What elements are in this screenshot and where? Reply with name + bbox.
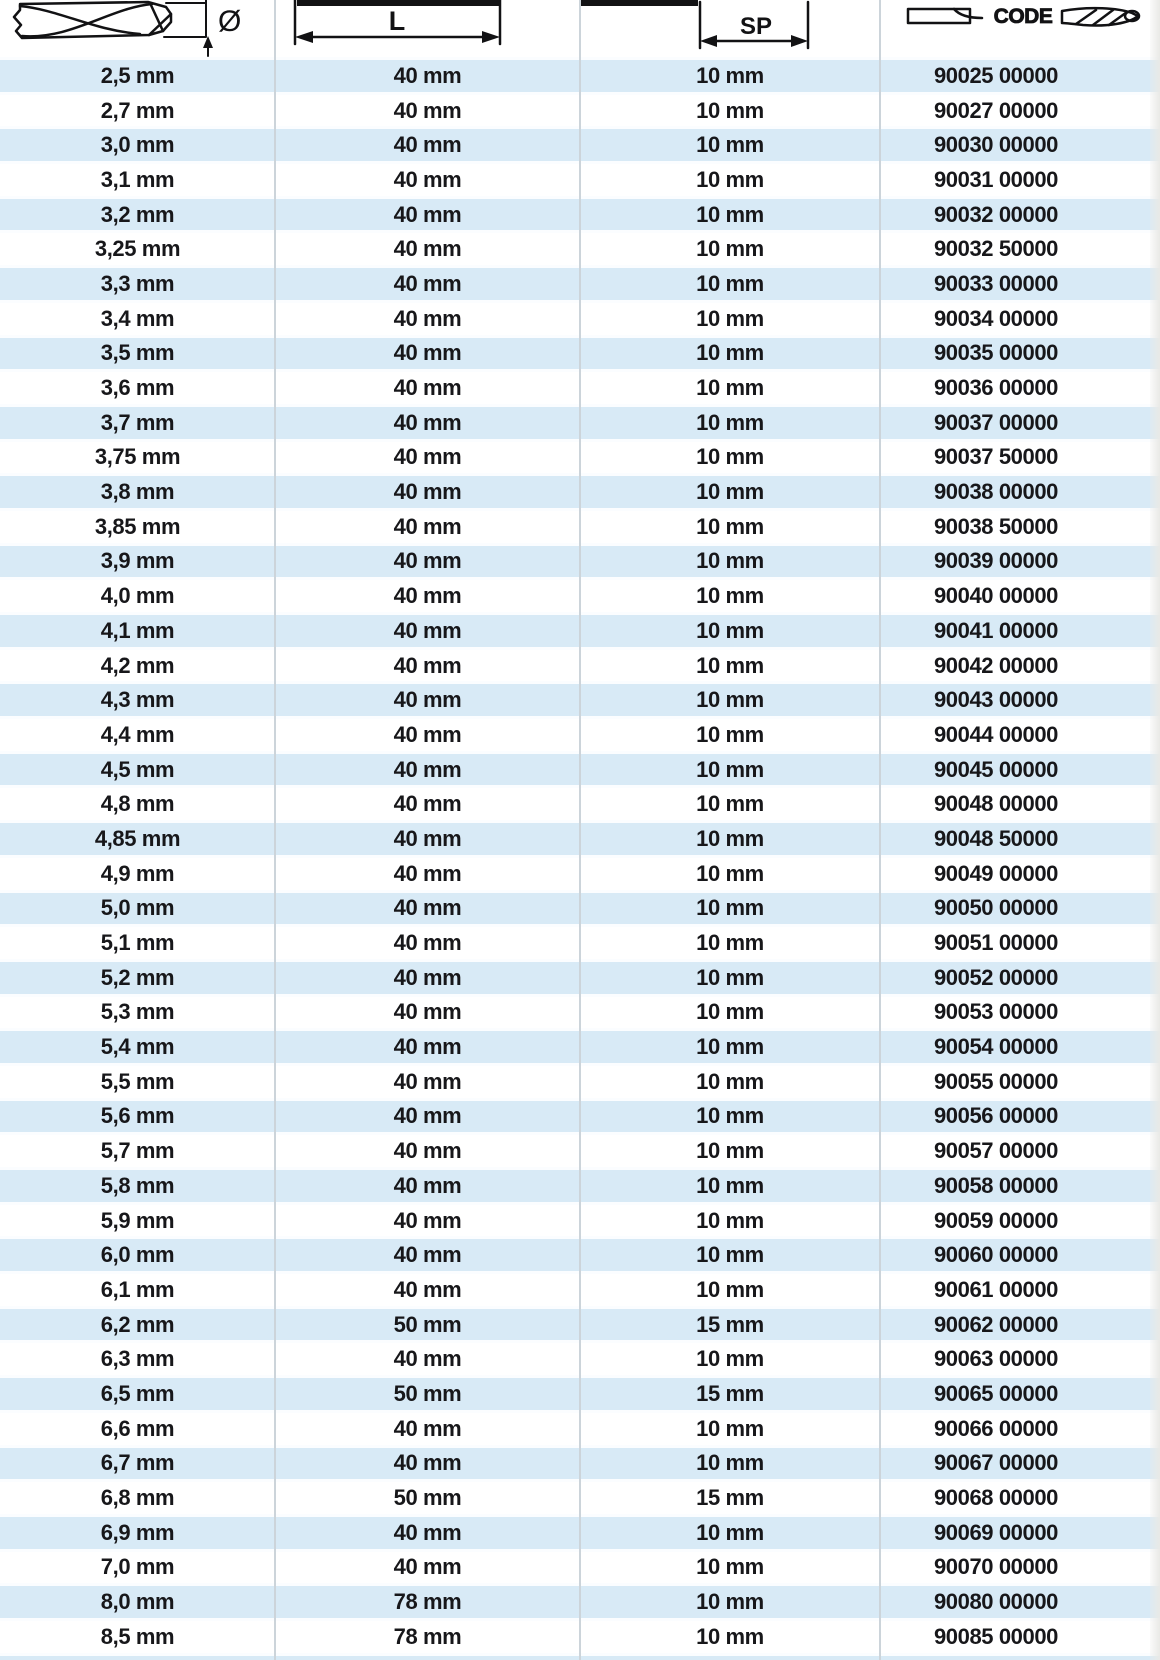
diameter-cell: 2,7 mm bbox=[100, 97, 175, 123]
diameter-cell: 6,7 mm bbox=[100, 1450, 175, 1476]
code-cell: 90053 00000 bbox=[933, 999, 1059, 1025]
diameter-cell: 5,7 mm bbox=[100, 1138, 175, 1164]
spiral-cell: 10 mm bbox=[696, 1103, 764, 1129]
length-cell: 40 mm bbox=[393, 825, 462, 851]
diameter-cell: 3,1 mm bbox=[100, 166, 175, 192]
spiral-cell: 10 mm bbox=[696, 1589, 764, 1615]
code-cell: 90038 00000 bbox=[933, 479, 1059, 505]
code-cell: 90080 00000 bbox=[933, 1589, 1059, 1615]
length-cell: 40 mm bbox=[393, 375, 462, 401]
diameter-cell: 3,8 mm bbox=[100, 479, 175, 505]
code-cell: 90070 00000 bbox=[933, 1554, 1059, 1580]
spiral-cell: 10 mm bbox=[696, 687, 764, 713]
code-cell: 90050 00000 bbox=[933, 895, 1059, 921]
diameter-cell: 6,1 mm bbox=[100, 1276, 175, 1302]
spiral-cell: 10 mm bbox=[696, 409, 764, 435]
length-cell: 40 mm bbox=[393, 791, 462, 817]
spiral-cell: 10 mm bbox=[696, 444, 764, 470]
diameter-cell: 5,3 mm bbox=[100, 999, 175, 1025]
diameter-cell: 4,8 mm bbox=[100, 791, 175, 817]
length-cell: 40 mm bbox=[393, 1034, 462, 1060]
column-divider bbox=[879, 0, 881, 1660]
code-cell: 90062 00000 bbox=[933, 1311, 1059, 1337]
diameter-cell: 6,9 mm bbox=[100, 1519, 175, 1545]
diameter-cell: 6,8 mm bbox=[100, 1485, 175, 1511]
length-cell: 40 mm bbox=[393, 1172, 462, 1198]
spiral-cell: 10 mm bbox=[696, 62, 764, 88]
code-column-header bbox=[880, 0, 1160, 57]
length-cell: 40 mm bbox=[393, 1207, 462, 1233]
length-cell: 40 mm bbox=[393, 860, 462, 886]
spiral-cell: 10 mm bbox=[696, 617, 764, 643]
diameter-cell: 3,75 mm bbox=[94, 444, 181, 470]
spiral-cell: 10 mm bbox=[696, 1623, 764, 1649]
spiral-cell: 15 mm bbox=[696, 1311, 764, 1337]
code-cell: 90052 00000 bbox=[933, 964, 1059, 990]
length-cell: 40 mm bbox=[393, 999, 462, 1025]
code-cell: 90036 00000 bbox=[933, 375, 1059, 401]
diameter-cell: 3,0 mm bbox=[100, 132, 175, 158]
code-cell: 90040 00000 bbox=[933, 583, 1059, 609]
diameter-cell: 3,9 mm bbox=[100, 548, 175, 574]
length-cell: 40 mm bbox=[393, 964, 462, 990]
spiral-cell: 10 mm bbox=[696, 652, 764, 678]
length-cell: 40 mm bbox=[393, 1415, 462, 1441]
length-cell: 40 mm bbox=[393, 340, 462, 366]
length-cell: 50 mm bbox=[393, 1311, 462, 1337]
length-cell: 40 mm bbox=[393, 305, 462, 331]
diameter-cell: 3,25 mm bbox=[94, 236, 181, 262]
code-cell: 90049 00000 bbox=[933, 860, 1059, 886]
spiral-cell: 10 mm bbox=[696, 1172, 764, 1198]
diameter-cell: 3,7 mm bbox=[100, 409, 175, 435]
diameter-cell: 2,5 mm bbox=[100, 62, 175, 88]
spiral-cell: 15 mm bbox=[696, 1380, 764, 1406]
code-cell: 90061 00000 bbox=[933, 1276, 1059, 1302]
code-cell: 90068 00000 bbox=[933, 1485, 1059, 1511]
diameter-cell: 6,0 mm bbox=[100, 1242, 175, 1268]
length-cell: 40 mm bbox=[393, 409, 462, 435]
diameter-cell: 3,5 mm bbox=[100, 340, 175, 366]
spiral-cell: 10 mm bbox=[696, 513, 764, 539]
code-cell: 90048 50000 bbox=[933, 825, 1059, 851]
length-cell: 40 mm bbox=[393, 97, 462, 123]
spiral-cell: 10 mm bbox=[696, 305, 764, 331]
spiral-cell: 10 mm bbox=[696, 930, 764, 956]
length-cell: 40 mm bbox=[393, 548, 462, 574]
spiral-cell: 10 mm bbox=[696, 201, 764, 227]
length-column-header bbox=[275, 0, 580, 57]
code-cell: 90043 00000 bbox=[933, 687, 1059, 713]
spiral-column-header bbox=[580, 0, 880, 57]
code-cell: 90038 50000 bbox=[933, 513, 1059, 539]
code-cell: 90042 00000 bbox=[933, 652, 1059, 678]
column-divider bbox=[274, 0, 276, 1660]
diameter-cell: 3,2 mm bbox=[100, 201, 175, 227]
code-cell: 90060 00000 bbox=[933, 1242, 1059, 1268]
length-cell: 50 mm bbox=[393, 1485, 462, 1511]
length-cell: 40 mm bbox=[393, 930, 462, 956]
spiral-cell: 10 mm bbox=[696, 1519, 764, 1545]
diameter-cell: 5,4 mm bbox=[100, 1034, 175, 1060]
diameter-cell: 4,3 mm bbox=[100, 687, 175, 713]
code-cell: 90034 00000 bbox=[933, 305, 1059, 331]
length-cell: 40 mm bbox=[393, 1068, 462, 1094]
length-cell: 40 mm bbox=[393, 1103, 462, 1129]
spiral-length-dimension-arrow-icon bbox=[580, 0, 880, 57]
code-cell: 90057 00000 bbox=[933, 1138, 1059, 1164]
diameter-cell: 5,6 mm bbox=[100, 1103, 175, 1129]
code-cell: 90032 50000 bbox=[933, 236, 1059, 262]
code-cell: 90063 00000 bbox=[933, 1346, 1059, 1372]
length-cell: 40 mm bbox=[393, 687, 462, 713]
length-cell: 40 mm bbox=[393, 132, 462, 158]
code-cell: 90035 00000 bbox=[933, 340, 1059, 366]
code-cell: 90058 00000 bbox=[933, 1172, 1059, 1198]
code-cell: 90032 00000 bbox=[933, 201, 1059, 227]
spiral-cell: 10 mm bbox=[696, 1068, 764, 1094]
column-divider bbox=[579, 0, 581, 1660]
diameter-cell: 4,85 mm bbox=[94, 825, 181, 851]
diameter-cell: 3,6 mm bbox=[100, 375, 175, 401]
diameter-cell: 3,4 mm bbox=[100, 305, 175, 331]
length-cell: 40 mm bbox=[393, 1346, 462, 1372]
page-edge bbox=[1150, 0, 1160, 1660]
diameter-cell: 4,9 mm bbox=[100, 860, 175, 886]
diameter-cell: 8,0 mm bbox=[100, 1589, 175, 1615]
diameter-cell: 4,1 mm bbox=[100, 617, 175, 643]
code-cell: 90045 00000 bbox=[933, 756, 1059, 782]
spiral-cell: 10 mm bbox=[696, 1034, 764, 1060]
diameter-cell: 4,4 mm bbox=[100, 721, 175, 747]
length-cell: 40 mm bbox=[393, 201, 462, 227]
diameter-cell: 7,0 mm bbox=[100, 1554, 175, 1580]
diameter-cell: 5,9 mm bbox=[100, 1207, 175, 1233]
code-cell: 90054 00000 bbox=[933, 1034, 1059, 1060]
code-cell: 90030 00000 bbox=[933, 132, 1059, 158]
spiral-cell: 10 mm bbox=[696, 791, 764, 817]
spiral-cell: 15 mm bbox=[696, 1485, 764, 1511]
spiral-cell: 10 mm bbox=[696, 132, 764, 158]
code-cell: 90025 00000 bbox=[933, 62, 1059, 88]
length-cell: 40 mm bbox=[393, 721, 462, 747]
code-cell: 90055 00000 bbox=[933, 1068, 1059, 1094]
diameter-cell: 6,5 mm bbox=[100, 1380, 175, 1406]
spiral-cell: 10 mm bbox=[696, 1242, 764, 1268]
spiral-label: SP bbox=[739, 13, 773, 40]
length-cell: 40 mm bbox=[393, 1450, 462, 1476]
spiral-cell: 10 mm bbox=[696, 1207, 764, 1233]
diameter-column-header bbox=[0, 0, 275, 57]
length-cell: 40 mm bbox=[393, 1138, 462, 1164]
drill-shank-icon bbox=[908, 9, 982, 23]
spiral-cell: 10 mm bbox=[696, 1415, 764, 1441]
drill-bit-diameter-icon bbox=[0, 0, 275, 57]
code-header-icon bbox=[880, 0, 1160, 57]
spiral-cell: 10 mm bbox=[696, 270, 764, 296]
spiral-cell: 10 mm bbox=[696, 999, 764, 1025]
spiral-cell: 10 mm bbox=[696, 1450, 764, 1476]
code-cell: 90044 00000 bbox=[933, 721, 1059, 747]
diameter-cell: 3,3 mm bbox=[100, 270, 175, 296]
code-cell: 90031 00000 bbox=[933, 166, 1059, 192]
length-cell: 40 mm bbox=[393, 236, 462, 262]
diameter-cell: 5,8 mm bbox=[100, 1172, 175, 1198]
length-cell: 40 mm bbox=[393, 513, 462, 539]
length-cell: 78 mm bbox=[393, 1589, 462, 1615]
length-cell: 40 mm bbox=[393, 652, 462, 678]
spiral-cell: 10 mm bbox=[696, 548, 764, 574]
spiral-cell: 10 mm bbox=[696, 756, 764, 782]
code-cell: 90059 00000 bbox=[933, 1207, 1059, 1233]
length-cell: 40 mm bbox=[393, 479, 462, 505]
length-cell: 40 mm bbox=[393, 1276, 462, 1302]
code-cell: 90056 00000 bbox=[933, 1103, 1059, 1129]
spiral-cell: 10 mm bbox=[696, 583, 764, 609]
length-cell: 40 mm bbox=[393, 895, 462, 921]
spiral-cell: 10 mm bbox=[696, 340, 764, 366]
length-cell: 40 mm bbox=[393, 1519, 462, 1545]
length-cell: 40 mm bbox=[393, 444, 462, 470]
length-cell: 50 mm bbox=[393, 1380, 462, 1406]
drill-bit-icon bbox=[1062, 8, 1139, 25]
code-cell: 90067 00000 bbox=[933, 1450, 1059, 1476]
spiral-cell: 10 mm bbox=[696, 964, 764, 990]
spiral-cell: 10 mm bbox=[696, 825, 764, 851]
diameter-cell: 5,2 mm bbox=[100, 964, 175, 990]
diameter-cell: 3,85 mm bbox=[94, 513, 181, 539]
code-cell: 90051 00000 bbox=[933, 930, 1059, 956]
spiral-cell: 10 mm bbox=[696, 895, 764, 921]
spiral-cell: 10 mm bbox=[696, 1276, 764, 1302]
diameter-cell: 6,2 mm bbox=[100, 1311, 175, 1337]
length-cell: 40 mm bbox=[393, 583, 462, 609]
code-cell: 90048 00000 bbox=[933, 791, 1059, 817]
diameter-cell: 4,2 mm bbox=[100, 652, 175, 678]
diameter-cell: 5,1 mm bbox=[100, 930, 175, 956]
code-cell: 90065 00000 bbox=[933, 1380, 1059, 1406]
diameter-cell: 4,5 mm bbox=[100, 756, 175, 782]
code-cell: 90041 00000 bbox=[933, 617, 1059, 643]
code-label: CODE bbox=[993, 5, 1053, 28]
code-cell: 90069 00000 bbox=[933, 1519, 1059, 1545]
spiral-cell: 10 mm bbox=[696, 97, 764, 123]
spiral-cell: 10 mm bbox=[696, 479, 764, 505]
length-cell: 40 mm bbox=[393, 270, 462, 296]
spiral-cell: 10 mm bbox=[696, 1346, 764, 1372]
spiral-cell: 10 mm bbox=[696, 166, 764, 192]
length-cell: 40 mm bbox=[393, 166, 462, 192]
code-cell: 90037 00000 bbox=[933, 409, 1059, 435]
spiral-cell: 10 mm bbox=[696, 1554, 764, 1580]
diameter-cell: 8,5 mm bbox=[100, 1623, 175, 1649]
length-cell: 78 mm bbox=[393, 1623, 462, 1649]
length-cell: 40 mm bbox=[393, 1242, 462, 1268]
code-cell: 90085 00000 bbox=[933, 1623, 1059, 1649]
diameter-cell: 6,6 mm bbox=[100, 1415, 175, 1441]
diameter-cell: 5,5 mm bbox=[100, 1068, 175, 1094]
length-cell: 40 mm bbox=[393, 756, 462, 782]
diameter-symbol: Ø bbox=[218, 5, 242, 38]
spiral-cell: 10 mm bbox=[696, 860, 764, 886]
code-cell: 90039 00000 bbox=[933, 548, 1059, 574]
spiral-cell: 10 mm bbox=[696, 1138, 764, 1164]
spiral-cell: 10 mm bbox=[696, 721, 764, 747]
code-cell: 90037 50000 bbox=[933, 444, 1059, 470]
length-cell: 40 mm bbox=[393, 1554, 462, 1580]
length-dimension-arrow-icon bbox=[275, 0, 580, 57]
code-cell: 90033 00000 bbox=[933, 270, 1059, 296]
diameter-cell: 6,3 mm bbox=[100, 1346, 175, 1372]
code-cell: 90066 00000 bbox=[933, 1415, 1059, 1441]
spiral-cell: 10 mm bbox=[696, 236, 764, 262]
diameter-cell: 4,0 mm bbox=[100, 583, 175, 609]
code-cell: 90027 00000 bbox=[933, 97, 1059, 123]
length-cell: 40 mm bbox=[393, 62, 462, 88]
spiral-cell: 10 mm bbox=[696, 375, 764, 401]
diameter-cell: 5,0 mm bbox=[100, 895, 175, 921]
length-label: L bbox=[388, 6, 406, 36]
length-cell: 40 mm bbox=[393, 617, 462, 643]
